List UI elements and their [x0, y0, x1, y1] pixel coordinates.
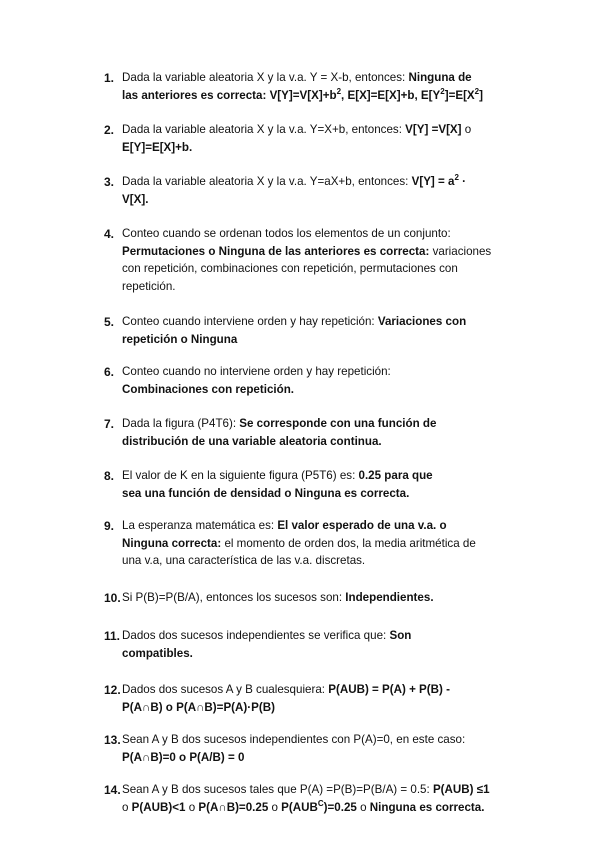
item-text-line: [122, 628, 411, 644]
item-text-line: [122, 279, 176, 295]
question-text: o: [356, 800, 370, 814]
item-text-line: [122, 486, 409, 502]
item-number: 2.: [104, 123, 115, 137]
item-number: 5.: [104, 315, 115, 329]
item-number: 10.: [104, 591, 121, 605]
item-text-line: [122, 174, 466, 190]
question-text: Dada la variable aleatoria X y la v.a. Y=X+b, entonces:: [122, 123, 406, 136]
answer-text: Ninguna correcta:: [122, 536, 225, 550]
question-text: el momento de orden dos, la media aritmética de: [224, 536, 476, 550]
item-text-line: [122, 244, 491, 260]
item-number: 12.: [104, 683, 121, 697]
item-number: 14.: [104, 783, 121, 797]
answer-text: P(AUB: [281, 800, 318, 814]
question-text: o: [122, 800, 132, 814]
answer-text: E[Y]=E[X]+b.: [122, 140, 193, 154]
answer-text: P(A∩B)=0.25: [198, 800, 269, 814]
item-text-line: [122, 468, 433, 484]
answer-text: 2: [336, 86, 342, 96]
question-text: Dada la figura (P4T6):: [122, 417, 240, 430]
question-text: o: [268, 800, 282, 814]
question-text: Conteo cuando no interviene orden y hay repetición:: [122, 365, 391, 378]
answer-text: Variaciones con: [377, 315, 467, 328]
question-text: El valor de K en la siguiente figura (P5T6) es:: [122, 469, 359, 482]
question-text: Dada la variable aleatoria X y la v.a. Y = X-b, entonces:: [122, 71, 409, 84]
answer-text: )=0.25: [323, 800, 357, 814]
answer-text: sea una función de densidad o Ninguna es correcta.: [122, 486, 410, 500]
item-number: 1.: [104, 71, 115, 85]
item-text-line: [122, 518, 447, 534]
question-text: una v.a, una característica de las v.a. discretas.: [122, 554, 366, 567]
item-text-line: [122, 382, 294, 398]
item-text-line: [122, 226, 451, 242]
item-number: 4.: [104, 227, 115, 241]
item-text-line: [122, 646, 193, 662]
answer-text: Ninguna es correcta.: [369, 800, 485, 814]
answer-text: ]: [479, 88, 483, 102]
item-text-line: [122, 782, 490, 798]
item-text-line: [122, 536, 476, 552]
answer-text: ·: [458, 175, 467, 188]
question-text: Sean A y B dos sucesos independientes con P(A)=0, en este caso:: [122, 733, 466, 746]
item-text-line: [122, 553, 365, 569]
question-text: o: [185, 800, 199, 814]
answer-text: distribución de una variable aleatoria continua.: [122, 434, 382, 448]
question-text: repetición.: [122, 279, 176, 293]
item-text-line: [122, 732, 465, 748]
item-number: 3.: [104, 175, 115, 189]
item-text-line: [122, 314, 466, 330]
item-number: 8.: [104, 469, 115, 483]
answer-text: Permutaciones o Ninguna de las anteriores es correcta:: [122, 244, 433, 258]
item-text-line: [122, 70, 472, 86]
item-number: 9.: [104, 519, 115, 533]
item-text-line: [122, 364, 391, 380]
item-text-line: [122, 261, 458, 277]
answer-text: El valor esperado de una v.a. o: [277, 519, 447, 532]
answer-text: las anteriores es correcta: V[Y]=V[X]+b: [122, 88, 337, 102]
question-text: o: [464, 123, 472, 136]
answer-text: P(A∩B)=0 o P(A/B) = 0: [122, 750, 245, 764]
item-text-line: [122, 416, 436, 432]
answer-text: Combinaciones con repetición.: [122, 382, 295, 396]
item-text-line: [122, 750, 244, 766]
answer-text: P(AUB) ≤1: [432, 783, 490, 796]
question-text: Dados dos sucesos independientes se verifica que:: [122, 629, 390, 642]
answer-text: C: [317, 798, 324, 808]
answer-text: compatibles.: [122, 646, 193, 660]
answer-text: Independientes.: [345, 591, 434, 604]
answer-text: V[Y] =V[X]: [405, 123, 465, 136]
question-text: variaciones: [432, 244, 492, 258]
item-text-line: [122, 122, 471, 138]
answer-text: , E[X]=E[X]+b, E[Y: [341, 88, 441, 102]
question-text: Dados dos sucesos A y B cualesquiera:: [122, 683, 329, 696]
question-text: Conteo cuando interviene orden y hay repetición:: [122, 315, 378, 328]
item-text-line: [122, 192, 148, 208]
item-text-line: [122, 682, 450, 698]
item-text-line: [122, 590, 434, 606]
answer-text: ]=E[X: [444, 88, 475, 102]
item-number: 13.: [104, 733, 121, 747]
answer-text: 2: [440, 86, 445, 96]
answer-text: V[X].: [122, 192, 149, 206]
item-number: 7.: [104, 417, 115, 431]
answer-text: 0.25 para que: [358, 469, 433, 482]
answer-text: 2: [454, 173, 459, 183]
question-text: Dada la variable aleatoria X y la v.a. Y=aX+b, entonces:: [122, 175, 412, 188]
answer-text: repetición o Ninguna: [122, 332, 238, 346]
answer-text: P(AUB)<1: [131, 800, 186, 814]
item-text-line: [122, 434, 382, 450]
answer-text: V[Y] = a: [411, 175, 455, 188]
item-text-line: [122, 800, 484, 816]
question-text: Conteo cuando se ordenan todos los elementos de un conjunto:: [122, 227, 451, 240]
item-text-line: [122, 88, 483, 104]
item-number: 11.: [104, 629, 121, 643]
question-text: Si P(B)=P(B/A), entonces los sucesos son:: [122, 591, 346, 604]
item-text-line: [122, 700, 275, 716]
answer-text: Son: [389, 629, 412, 642]
answer-text: P(AUB) = P(A) + P(B) -: [328, 683, 450, 696]
question-text: Sean A y B dos sucesos tales que P(A) =P(B)=P(B/A) = 0.5:: [122, 783, 433, 796]
item-number: 6.: [104, 365, 115, 379]
question-text: La esperanza matemática es:: [122, 519, 278, 532]
answer-text: 2: [474, 86, 480, 96]
item-text-line: [122, 332, 237, 348]
item-text-line: [122, 140, 192, 156]
answer-text: Se corresponde con una función de: [239, 417, 437, 430]
question-text: con repetición, combinaciones con repetición, permutaciones con: [122, 262, 458, 275]
answer-text: Ninguna de: [408, 71, 472, 84]
answer-text: P(A∩B) o P(A∩B)=P(A)·P(B): [122, 700, 275, 714]
